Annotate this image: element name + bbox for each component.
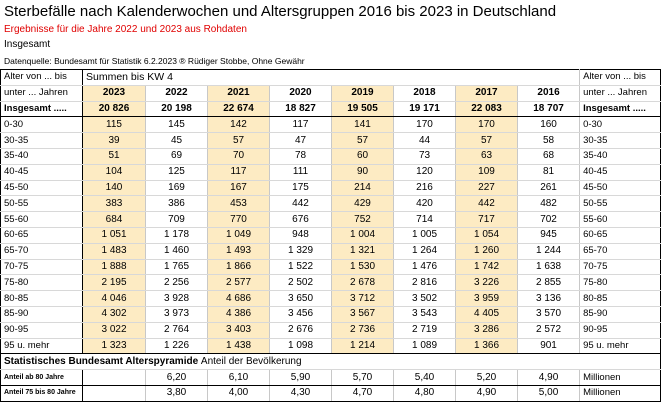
age-group-label-right: 85-90 (580, 306, 661, 322)
deaths-table (0, 69, 661, 402)
sheet-subtitle: Ergebnisse für die Jahre 2022 und 2023 aus Rohdaten (4, 24, 247, 35)
total-value: 20 198 (146, 101, 208, 117)
year-header: 2022 (146, 85, 208, 101)
death-count-cell: 1 260 (456, 243, 518, 259)
age-group-label-right: 70-75 (580, 259, 661, 275)
pyramid-row (1, 370, 661, 386)
death-count-cell: 1 530 (332, 259, 394, 275)
age-group-label-right: 75-80 (580, 275, 661, 291)
year-header: 2018 (394, 85, 456, 101)
death-count-cell: 140 (83, 180, 146, 196)
death-count-cell: 167 (208, 180, 270, 196)
pyramid-title-row (1, 354, 661, 370)
death-count-cell: 1 089 (394, 338, 456, 354)
table-row (1, 180, 661, 196)
death-count-cell: 60 (332, 148, 394, 164)
death-count-cell: 44 (394, 133, 456, 149)
death-count-cell: 2 855 (518, 275, 580, 291)
table-row (1, 243, 661, 259)
table-row (1, 322, 661, 338)
death-count-cell: 1 098 (270, 338, 332, 354)
pyramid-unit: Millionen (580, 370, 661, 386)
death-count-cell: 2 816 (394, 275, 456, 291)
death-count-cell: 216 (394, 180, 456, 196)
death-count-cell: 2 572 (518, 322, 580, 338)
death-count-cell: 442 (270, 196, 332, 212)
table-row (1, 338, 661, 354)
age-group-label-right: 0-30 (580, 117, 661, 133)
death-count-cell: 442 (456, 196, 518, 212)
age-from-to-label-right: Alter von ... bis (580, 70, 661, 86)
death-count-cell: 214 (332, 180, 394, 196)
age-group-label: 55-60 (1, 212, 83, 228)
age-under-label-right: unter ... Jahren (580, 85, 661, 101)
death-count-cell: 420 (394, 196, 456, 212)
pyramid-row (1, 385, 661, 401)
source-note: Datenquelle: Bundesamt für Statistik 6.2.2023 ® Rüdiger Stobbe, Ohne Gewähr (4, 56, 305, 66)
total-row (1, 101, 661, 117)
year-header: 2019 (332, 85, 394, 101)
death-count-cell: 141 (332, 117, 394, 133)
scope-label: Insgesamt (4, 39, 51, 50)
age-group-label-right: 60-65 (580, 227, 661, 243)
age-group-label-right: 50-55 (580, 196, 661, 212)
death-count-cell: 2 195 (83, 275, 146, 291)
death-count-cell: 1 460 (146, 243, 208, 259)
death-count-cell: 73 (394, 148, 456, 164)
sheet-title: Sterbefälle nach Kalenderwochen und Altersgruppen 2016 bis 2023 in Deutschland (4, 3, 557, 20)
pyramid-value: 4,90 (456, 385, 518, 401)
death-count-cell: 104 (83, 164, 146, 180)
sum-label: Summen bis KW 4 (83, 70, 580, 86)
death-count-cell: 1 323 (83, 338, 146, 354)
death-count-cell: 948 (270, 227, 332, 243)
total-value: 22 083 (456, 101, 518, 117)
pyramid-value: 5,70 (332, 370, 394, 386)
table-row (1, 148, 661, 164)
table-row (1, 259, 661, 275)
pyramid-title (1, 354, 661, 370)
death-count-cell: 2 678 (332, 275, 394, 291)
death-count-cell: 142 (208, 117, 270, 133)
age-group-label-right: 30-35 (580, 133, 661, 149)
death-count-cell: 1 051 (83, 227, 146, 243)
pyramid-value: 5,20 (456, 370, 518, 386)
age-group-label: 50-55 (1, 196, 83, 212)
pyramid-value: 5,40 (394, 370, 456, 386)
age-from-to-label: Alter von ... bis (1, 70, 83, 86)
total-value: 19 171 (394, 101, 456, 117)
death-count-cell: 2 577 (208, 275, 270, 291)
death-count-cell: 1 438 (208, 338, 270, 354)
total-value: 19 505 (332, 101, 394, 117)
death-count-cell: 58 (518, 133, 580, 149)
death-count-cell: 4 405 (456, 306, 518, 322)
age-group-label-right: 95 u. mehr (580, 338, 661, 354)
death-count-cell: 57 (332, 133, 394, 149)
total-value: 22 674 (208, 101, 270, 117)
death-count-cell: 3 928 (146, 291, 208, 307)
death-count-cell: 2 256 (146, 275, 208, 291)
age-group-label: 75-80 (1, 275, 83, 291)
pyramid-value: 4,90 (518, 370, 580, 386)
death-count-cell: 4 386 (208, 306, 270, 322)
death-count-cell: 482 (518, 196, 580, 212)
death-count-cell: 3 567 (332, 306, 394, 322)
death-count-cell: 4 686 (208, 291, 270, 307)
death-count-cell: 714 (394, 212, 456, 228)
death-count-cell: 429 (332, 196, 394, 212)
table-body (1, 70, 661, 402)
death-count-cell: 3 959 (456, 291, 518, 307)
age-group-label-right: 55-60 (580, 212, 661, 228)
table-row (1, 306, 661, 322)
table-row (1, 117, 661, 133)
death-count-cell: 702 (518, 212, 580, 228)
year-header: 2020 (270, 85, 332, 101)
death-count-cell: 111 (270, 164, 332, 180)
death-count-cell: 3 570 (518, 306, 580, 322)
death-count-cell: 109 (456, 164, 518, 180)
age-group-label: 35-40 (1, 148, 83, 164)
death-count-cell: 170 (394, 117, 456, 133)
death-count-cell: 1 493 (208, 243, 270, 259)
death-count-cell: 386 (146, 196, 208, 212)
death-count-cell: 1 329 (270, 243, 332, 259)
death-count-cell: 78 (270, 148, 332, 164)
death-count-cell: 261 (518, 180, 580, 196)
death-count-cell: 1 049 (208, 227, 270, 243)
year-header-row (1, 85, 661, 101)
year-header: 2023 (83, 85, 146, 101)
death-count-cell: 45 (146, 133, 208, 149)
death-count-cell: 57 (456, 133, 518, 149)
death-count-cell: 125 (146, 164, 208, 180)
age-group-label: 90-95 (1, 322, 83, 338)
death-count-cell: 1 638 (518, 259, 580, 275)
death-count-cell: 169 (146, 180, 208, 196)
table-row (1, 275, 661, 291)
age-group-label: 85-90 (1, 306, 83, 322)
pyramid-row-label: Anteil 75 bis 80 Jahre (1, 385, 83, 401)
death-count-cell: 1 054 (456, 227, 518, 243)
death-count-cell: 1 765 (146, 259, 208, 275)
death-count-cell: 51 (83, 148, 146, 164)
death-count-cell: 3 022 (83, 322, 146, 338)
death-count-cell: 901 (518, 338, 580, 354)
death-count-cell: 120 (394, 164, 456, 180)
death-count-cell: 145 (146, 117, 208, 133)
pyramid-value (83, 370, 146, 386)
death-count-cell: 1 742 (456, 259, 518, 275)
death-count-cell: 2 502 (270, 275, 332, 291)
death-count-cell: 1 214 (332, 338, 394, 354)
death-count-cell: 1 321 (332, 243, 394, 259)
death-count-cell: 47 (270, 133, 332, 149)
death-count-cell: 752 (332, 212, 394, 228)
death-count-cell: 2 764 (146, 322, 208, 338)
pyramid-value: 3,80 (146, 385, 208, 401)
death-count-cell: 3 650 (270, 291, 332, 307)
pyramid-value: 6,10 (208, 370, 270, 386)
death-count-cell: 39 (83, 133, 146, 149)
year-header: 2017 (456, 85, 518, 101)
death-count-cell: 63 (456, 148, 518, 164)
death-count-cell: 4 046 (83, 291, 146, 307)
total-label-right: Insgesamt ..... (580, 101, 661, 117)
total-value: 18 707 (518, 101, 580, 117)
death-count-cell: 90 (332, 164, 394, 180)
header-row-age (1, 70, 661, 86)
pyramid-unit: Millionen (580, 385, 661, 401)
age-group-label: 95 u. mehr (1, 338, 83, 354)
death-count-cell: 57 (208, 133, 270, 149)
death-count-cell: 383 (83, 196, 146, 212)
age-group-label-right: 35-40 (580, 148, 661, 164)
death-count-cell: 1 366 (456, 338, 518, 354)
death-count-cell: 709 (146, 212, 208, 228)
pyramid-value: 5,90 (270, 370, 332, 386)
table-row (1, 133, 661, 149)
total-value: 20 826 (83, 101, 146, 117)
age-group-label: 0-30 (1, 117, 83, 133)
pyramid-value: 6,20 (146, 370, 208, 386)
table-row (1, 227, 661, 243)
death-count-cell: 3 286 (456, 322, 518, 338)
death-count-cell: 770 (208, 212, 270, 228)
death-count-cell: 1 226 (146, 338, 208, 354)
death-count-cell: 3 502 (394, 291, 456, 307)
death-count-cell: 227 (456, 180, 518, 196)
death-count-cell: 117 (208, 164, 270, 180)
death-count-cell: 945 (518, 227, 580, 243)
death-count-cell: 4 302 (83, 306, 146, 322)
pyramid-value: 4,30 (270, 385, 332, 401)
death-count-cell: 1 178 (146, 227, 208, 243)
table-row (1, 164, 661, 180)
death-count-cell: 1 264 (394, 243, 456, 259)
death-count-cell: 69 (146, 148, 208, 164)
death-count-cell: 684 (83, 212, 146, 228)
age-group-label-right: 90-95 (580, 322, 661, 338)
pyramid-title-normal: Anteil der Bevölkerung (200, 355, 302, 367)
death-count-cell: 1 244 (518, 243, 580, 259)
death-count-cell: 70 (208, 148, 270, 164)
pyramid-value: 4,70 (332, 385, 394, 401)
death-count-cell: 453 (208, 196, 270, 212)
year-header: 2016 (518, 85, 580, 101)
death-count-cell: 81 (518, 164, 580, 180)
death-count-cell: 1 004 (332, 227, 394, 243)
age-group-label: 80-85 (1, 291, 83, 307)
death-count-cell: 1 005 (394, 227, 456, 243)
table-row (1, 212, 661, 228)
death-count-cell: 68 (518, 148, 580, 164)
death-count-cell: 3 136 (518, 291, 580, 307)
death-count-cell: 1 476 (394, 259, 456, 275)
death-count-cell: 115 (83, 117, 146, 133)
pyramid-title-bold: Statistisches Bundesamt Alterspyramide (4, 355, 199, 367)
death-count-cell: 2 736 (332, 322, 394, 338)
death-count-cell: 1 866 (208, 259, 270, 275)
total-value: 18 827 (270, 101, 332, 117)
death-count-cell: 3 712 (332, 291, 394, 307)
age-group-label: 45-50 (1, 180, 83, 196)
pyramid-row-label: Anteil ab 80 Jahre (1, 370, 83, 386)
age-group-label-right: 45-50 (580, 180, 661, 196)
age-group-label-right: 80-85 (580, 291, 661, 307)
death-count-cell: 2 676 (270, 322, 332, 338)
death-count-cell: 170 (456, 117, 518, 133)
death-count-cell: 3 456 (270, 306, 332, 322)
pyramid-value: 5,00 (518, 385, 580, 401)
age-group-label: 60-65 (1, 227, 83, 243)
death-count-cell: 3 226 (456, 275, 518, 291)
age-group-label-right: 65-70 (580, 243, 661, 259)
death-count-cell: 676 (270, 212, 332, 228)
death-count-cell: 3 403 (208, 322, 270, 338)
year-header: 2021 (208, 85, 270, 101)
table-row (1, 291, 661, 307)
age-group-label: 65-70 (1, 243, 83, 259)
death-count-cell: 3 973 (146, 306, 208, 322)
age-under-label: unter ... Jahren (1, 85, 83, 101)
death-count-cell: 717 (456, 212, 518, 228)
death-count-cell: 2 719 (394, 322, 456, 338)
death-count-cell: 1 888 (83, 259, 146, 275)
total-label: Insgesamt ..... (1, 101, 83, 117)
pyramid-value: 4,80 (394, 385, 456, 401)
pyramid-value: 4,00 (208, 385, 270, 401)
age-group-label: 40-45 (1, 164, 83, 180)
death-count-cell: 175 (270, 180, 332, 196)
table-row (1, 196, 661, 212)
death-count-cell: 160 (518, 117, 580, 133)
pyramid-value (83, 385, 146, 401)
age-group-label-right: 40-45 (580, 164, 661, 180)
death-count-cell: 3 543 (394, 306, 456, 322)
death-count-cell: 117 (270, 117, 332, 133)
age-group-label: 30-35 (1, 133, 83, 149)
death-count-cell: 1 483 (83, 243, 146, 259)
death-count-cell: 1 522 (270, 259, 332, 275)
age-group-label: 70-75 (1, 259, 83, 275)
